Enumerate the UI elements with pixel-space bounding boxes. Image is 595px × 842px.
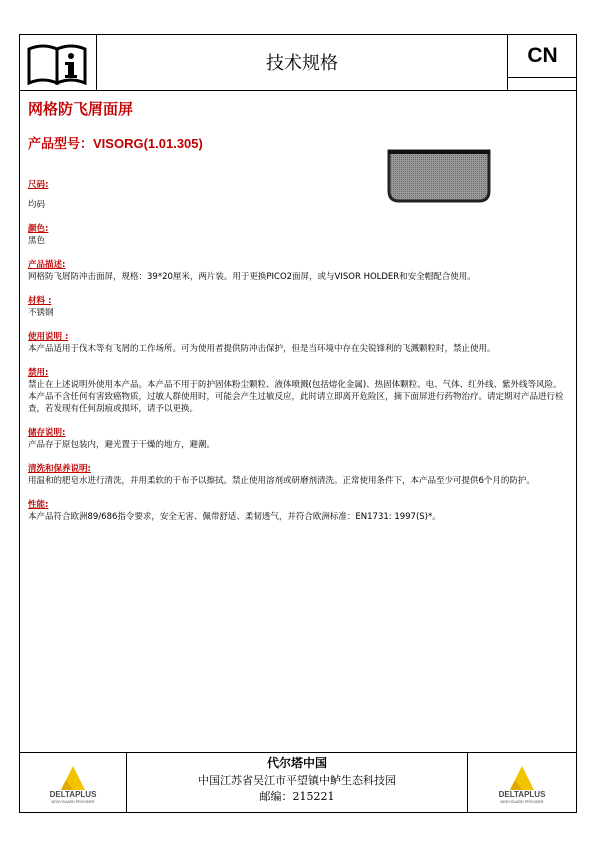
deltaplus-logo-right [481, 764, 563, 804]
section-body: 产品存于原包装内，避光置于干燥的地方，避潮。 [28, 440, 216, 450]
section-title: 禁用: [28, 368, 49, 378]
section-title: 颜色: [28, 224, 49, 234]
info-manual-icon [26, 41, 88, 85]
section-body: 本产品符合欧洲89/686指令要求，安全无害、佩带舒适、柔韧透气，并符合欧洲标准：EN1731: 1997(S)*。 [28, 512, 441, 522]
section-cleaning [28, 463, 568, 487]
section-title: 清洗和保养说明: [28, 464, 91, 474]
product-name: 网格防飞屑面屏 [28, 100, 134, 118]
section-body: 禁止在上述说明外使用本产品。本产品不用于防护固体粉尘颗粒、液体喷溅(包括熔化金属)、热固体颗粒、电、气体、红外线、紫外线等风险。本产品不含任何有害致癌物质，过敏人群使用时，可能会产生过敏反应，此时请立即离开危险区，摘下面屏进行药物治疗。请定期对产品进行检查，若发现有任何刮痕或损坏，请予以更换。 [28, 380, 564, 414]
section-title: 使用说明 : [28, 332, 69, 342]
section-body: 不锈钢 [28, 308, 54, 318]
section-body: 黑色 [28, 236, 46, 246]
deltaplus-logo-left [32, 764, 114, 804]
document-title: 技术规格 [266, 53, 338, 74]
section-body: 本产品适用于伐木等有飞屑的工作场所。可为使用者提供防冲击保护，但是当环境中存在尖锐锋利的飞溅颗粒时，禁止使用。 [28, 344, 496, 354]
section-description [28, 259, 568, 283]
section-body: 均码 [28, 200, 46, 210]
section-performance [28, 499, 568, 523]
footer-divider-right [467, 752, 468, 813]
product-model [28, 133, 203, 152]
language-code: CN [527, 44, 558, 67]
section-title: 尺码: [28, 180, 49, 190]
footer-company: 代尔塔中国 [266, 756, 327, 770]
section-prohibited [28, 367, 568, 415]
spec-content [28, 179, 568, 535]
section-color [28, 223, 568, 247]
section-material [28, 295, 568, 319]
section-storage [28, 427, 568, 451]
section-body: 网格防飞屑防冲击面屏，规格：39*20厘米，两片装。用于更换PICO2面屏，或与VISOR HOLDER和安全帽配合使用。 [28, 272, 476, 282]
section-title: 产品描述: [28, 260, 66, 270]
section-title: 材料 : [28, 296, 52, 306]
section-body: 用温和的肥皂水进行清洗，并用柔软的干布予以擦拭。禁止使用溶剂或研磨剂清洗。正常使用条件下，本产品至少可提供6个月的防护。 [28, 476, 535, 486]
section-title: 性能: [28, 500, 49, 510]
logo-tagline: BODYGUARD PROVIDER [51, 800, 95, 804]
logo-text: DELTAPLUS [49, 790, 97, 799]
logo-tagline: BODYGUARD PROVIDER [500, 800, 544, 804]
model-label: 产品型号： [28, 137, 94, 152]
section-title: 储存说明: [28, 428, 66, 438]
header-divider [19, 90, 577, 91]
section-usage [28, 331, 568, 355]
model-value: VISORG(1.01.305) [93, 136, 203, 151]
section-size [28, 179, 568, 211]
logo-text: DELTAPLUS [498, 790, 546, 799]
footer-address: 中国江苏省吴江市平望镇中鲈生态科技园 [198, 774, 396, 787]
footer-zip: 邮编：215221 [259, 790, 335, 803]
footer-divider [19, 752, 577, 753]
